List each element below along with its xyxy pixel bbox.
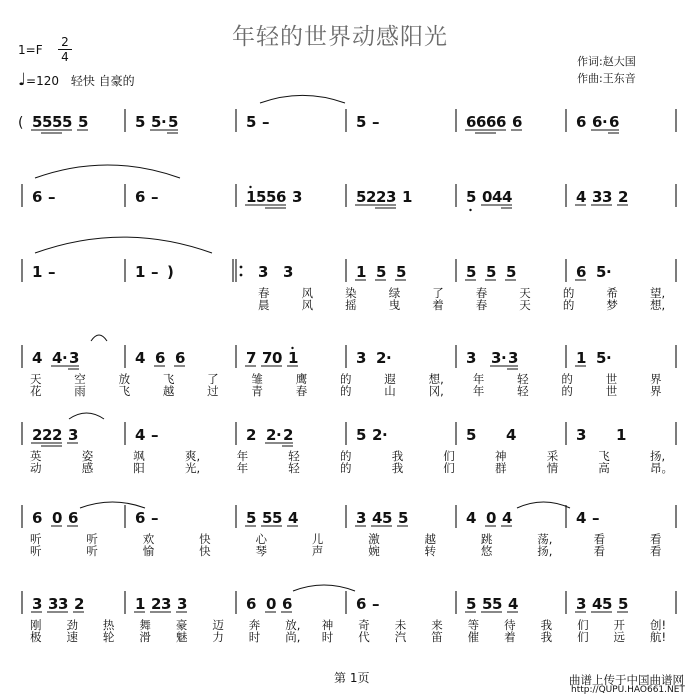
note-digit: 5 [596, 263, 607, 281]
octave-up-dot [291, 347, 293, 349]
note-digit: 2 [151, 595, 162, 613]
lyric-char: 阳 [133, 461, 145, 475]
lyric-char: 飒 [133, 449, 145, 463]
note-digit: 3 [58, 595, 69, 613]
lyric-char: 的 [561, 384, 573, 398]
repeat-dot [240, 274, 243, 277]
note-digit: 5 [135, 113, 146, 131]
repeat-dot [240, 266, 243, 269]
dot-mark: · [606, 349, 612, 367]
lyric-char: 世 [605, 384, 618, 398]
lyric-char: 们 [577, 630, 589, 644]
note-digit: 6 [496, 113, 507, 131]
note-digit: 5 [596, 349, 607, 367]
slur-arc [517, 502, 570, 508]
dot-mark: · [386, 349, 392, 367]
composer-credit: 作曲:王东音 [577, 72, 636, 85]
note-digit: 4 [502, 509, 513, 527]
note-digit: 5 [356, 113, 367, 131]
sustain-dash: – [151, 188, 159, 206]
sustain-dash: – [592, 509, 600, 527]
note-digit: 4 [135, 349, 146, 367]
lyric-char: 越 [162, 384, 175, 398]
lyric-char: 绿 [388, 286, 401, 300]
lyric-char: 轻 [288, 461, 300, 475]
lyric-char: 望, [650, 286, 666, 300]
dot-mark: · [602, 113, 608, 131]
lyric-char: 听 [86, 532, 98, 546]
note-digit: 5 [396, 263, 407, 281]
lyric-char: 时 [248, 630, 261, 644]
lyric-char: 界 [650, 372, 662, 386]
note-digit: 3 [508, 349, 519, 367]
lyric-char: 放, [285, 618, 301, 632]
slur-arc [260, 95, 345, 103]
lyric-char: 山 [384, 384, 396, 398]
lyric-char: 希 [606, 286, 618, 300]
note-digit: 6 [135, 509, 146, 527]
lyric-char: 爽, [185, 449, 201, 463]
lyric-char: 了 [432, 286, 444, 300]
lyric-char: 界 [650, 384, 662, 398]
slur-arc [35, 165, 180, 178]
note-digit: 2 [74, 595, 85, 613]
time-bottom: 4 [61, 50, 69, 64]
lyric-char: 着 [504, 630, 516, 644]
sustain-dash: – [372, 113, 380, 131]
lyric-char: 轻 [288, 449, 300, 463]
lyric-char: 力 [212, 630, 224, 644]
lyric-char: 跳 [480, 532, 493, 546]
lyric-char: 的 [340, 449, 352, 463]
note-digit: 7 [246, 349, 257, 367]
lyric-char: 感 [81, 461, 94, 475]
lyric-char: 青 [251, 384, 263, 398]
lyric-char: 放 [118, 372, 131, 386]
sustain-dash: – [151, 509, 159, 527]
note-digit: 3 [491, 349, 502, 367]
note-digit: 5 [618, 595, 629, 613]
lyric-char: 晨 [258, 298, 270, 312]
lyric-char: 们 [577, 618, 589, 632]
note-digit: 5 [246, 509, 257, 527]
lyric-char: 春 [475, 286, 488, 300]
lyric-char: 神 [495, 449, 507, 463]
note-digit: 6 [282, 595, 293, 613]
lyric-char: 轻 [517, 372, 529, 386]
note-digit: 4 [508, 595, 519, 613]
note-digit: 5 [151, 113, 162, 131]
note-digit: 6 [155, 349, 166, 367]
lyric-char: 代 [358, 630, 370, 644]
lyricist-credit: 作词:赵大国 [577, 55, 636, 68]
note-digit: 2 [266, 426, 277, 444]
lyric-char: 飞 [118, 384, 131, 398]
lyric-char: 来 [431, 618, 443, 632]
note-digit: 5 [466, 426, 477, 444]
note-digit: 3 [386, 188, 397, 206]
note-digit: 4 [506, 426, 517, 444]
note-digit: 6 [135, 188, 146, 206]
lyric-char: 看 [593, 544, 606, 558]
dot-mark: · [382, 426, 388, 444]
note-digit: 2 [366, 188, 377, 206]
note-digit: 7 [262, 349, 273, 367]
note-digit: 5 [78, 113, 89, 131]
note-digit: 6 [609, 113, 620, 131]
note-digit: 6 [576, 113, 587, 131]
lyric-char: 我 [540, 630, 553, 644]
note-digit: 4 [52, 349, 63, 367]
note-digit: 2 [42, 426, 53, 444]
lyric-char: 越 [424, 532, 436, 546]
note-digit: 0 [272, 349, 283, 367]
lyric-char: 我 [540, 618, 553, 632]
note-digit: 5 [52, 113, 63, 131]
lyric-char: 迈 [212, 618, 224, 632]
note-digit: 1 [135, 263, 146, 281]
note-digit: 3 [356, 509, 367, 527]
lyric-char: 冈, [428, 384, 444, 398]
lyric-char: 欢 [142, 532, 155, 546]
dot-mark: · [161, 113, 167, 131]
note-digit: 6 [576, 263, 587, 281]
octave-down-dot [469, 209, 471, 211]
note-digit: 5 [602, 595, 613, 613]
note-digit: 3 [592, 188, 603, 206]
note-digit: 5 [42, 113, 53, 131]
lyric-char: 婉 [368, 544, 380, 558]
note-digit: 2 [32, 426, 43, 444]
lyric-char: 听 [30, 544, 42, 558]
lyric-char: 摇 [345, 298, 357, 312]
dot-mark: · [276, 426, 282, 444]
note-digit: 6 [246, 595, 257, 613]
note-digit: 5 [246, 113, 257, 131]
lyric-char: 看 [593, 532, 606, 546]
note-digit: 5 [272, 509, 283, 527]
lyric-char: 春 [295, 384, 308, 398]
lyric-char: 高 [598, 461, 610, 475]
lyric-char: 愉 [142, 544, 155, 558]
note-digit: 1 [402, 188, 413, 206]
note-digit: 4 [466, 509, 477, 527]
octave-up-dot [249, 186, 251, 188]
note-digit: 5 [356, 426, 367, 444]
note-digit: 3 [177, 595, 188, 613]
lyric-char: 极 [30, 630, 42, 644]
lyric-char: 着 [432, 298, 444, 312]
lyric-char: 劲 [66, 618, 78, 632]
lyric-char: 看 [650, 532, 662, 546]
lyric-char: 航! [650, 630, 667, 644]
lyric-char: 待 [504, 618, 516, 632]
note-digit: 5 [492, 595, 503, 613]
opening-parenthesis: ( [18, 115, 24, 131]
lyric-char: 了 [207, 372, 219, 386]
note-digit: 3 [356, 349, 367, 367]
lyric-char: 梦 [606, 298, 618, 312]
note-digit: 2 [246, 426, 257, 444]
note-digit: 4 [502, 188, 513, 206]
note-digit: 6 [512, 113, 523, 131]
note-digit: 3 [576, 426, 587, 444]
lyric-char: 快 [199, 532, 211, 546]
lyric-char: 花 [30, 384, 42, 398]
lyric-char: 鹰 [295, 372, 308, 386]
lyric-char: 滑 [139, 630, 151, 644]
note-digit: 5 [466, 188, 477, 206]
note-digit: 3 [48, 595, 59, 613]
note-digit: 4 [288, 509, 299, 527]
note-digit: 5 [62, 113, 73, 131]
lyric-char: 春 [258, 286, 270, 300]
site-watermark: 曲谱上传于中国曲谱网 [569, 673, 684, 687]
lyric-char: 开 [613, 618, 625, 632]
note-digit: 5 [506, 263, 517, 281]
note-digit: 1 [616, 426, 627, 444]
lyric-char: 曳 [388, 298, 401, 312]
note-digit: 5 [486, 263, 497, 281]
lyric-char: 奔 [248, 618, 261, 632]
note-digit: 6 [32, 188, 43, 206]
slur-arc [91, 335, 107, 341]
page-number: 第 1页 [334, 671, 370, 685]
note-digit: 5 [32, 113, 43, 131]
note-digit: 4 [372, 509, 383, 527]
expression-text: 轻快 自豪的 [70, 74, 135, 88]
slur-arc [35, 237, 212, 253]
note-digit: 5 [266, 188, 277, 206]
note-digit: 4 [492, 188, 503, 206]
lyric-char: 动 [30, 461, 42, 475]
note-digit: 1 [288, 349, 299, 367]
lyric-char: 想, [428, 372, 444, 386]
note-digit: 1 [246, 188, 257, 206]
note-digit: 5 [466, 595, 477, 613]
lyric-char: 热 [102, 618, 115, 632]
lyric-char: 未 [394, 618, 407, 632]
note-digit: 5 [466, 263, 477, 281]
lyric-char: 转 [424, 544, 436, 558]
note-digit: 5 [482, 595, 493, 613]
lyric-char: 汽 [394, 630, 407, 644]
note-digit: 6 [32, 509, 43, 527]
note-digit: 3 [32, 595, 43, 613]
lyric-char: 声 [311, 544, 324, 558]
lyric-char: 天 [519, 286, 531, 300]
lyric-char: 的 [340, 372, 352, 386]
lyric-char: 年 [472, 384, 485, 398]
note-digit: 5 [256, 188, 267, 206]
note-digit: 1 [135, 595, 146, 613]
lyric-char: 飞 [162, 372, 175, 386]
site-url: http://QUPU.HAO661.NET [571, 685, 685, 695]
lyric-char: 空 [74, 372, 86, 386]
lyric-char: 过 [207, 384, 219, 398]
lyric-char: 情 [546, 461, 559, 475]
note-digit: 2 [52, 426, 63, 444]
note-digit: 0 [486, 509, 497, 527]
lyric-char: 等 [467, 618, 480, 632]
lyric-char: 的 [562, 298, 575, 312]
lyric-char: 儿 [311, 532, 324, 546]
note-digit: ) [167, 263, 174, 281]
note-digit: 3 [602, 188, 613, 206]
lyric-char: 扬, [537, 544, 553, 558]
sustain-dash: – [372, 595, 380, 613]
time-top: 2 [61, 35, 69, 49]
lyric-char: 世 [605, 372, 618, 386]
tempo-value: =120 [26, 74, 59, 88]
note-digit: 6 [486, 113, 497, 131]
lyric-char: 心 [255, 532, 267, 546]
note-digit: 6 [175, 349, 186, 367]
note-digit: 1 [576, 349, 587, 367]
lyric-char: 看 [650, 544, 662, 558]
lyric-char: 雏 [251, 372, 263, 386]
sustain-dash: – [151, 263, 159, 281]
note-digit: 4 [32, 349, 43, 367]
lyric-char: 们 [443, 449, 455, 463]
lyric-char: 激 [368, 532, 380, 546]
slur-arc [69, 413, 104, 419]
lyric-char: 飞 [598, 449, 610, 463]
lyric-char: 雨 [74, 384, 86, 398]
lyric-char: 听 [86, 544, 98, 558]
note-digit: 2 [376, 188, 387, 206]
note-digit: 5 [262, 509, 273, 527]
sustain-dash: – [262, 113, 270, 131]
note-digit: 1 [32, 263, 43, 281]
lyric-char: 风 [301, 286, 314, 300]
lyric-char: 舞 [139, 618, 151, 632]
lyric-char: 风 [301, 298, 314, 312]
lyric-char: 天 [519, 298, 531, 312]
note-digit: 2 [618, 188, 629, 206]
lyric-char: 光, [185, 461, 201, 475]
note-digit: 0 [52, 509, 63, 527]
lyric-char: 天 [30, 372, 42, 386]
lyric-char: 创! [650, 618, 667, 632]
lyric-char: 英 [30, 449, 42, 463]
note-digit: 4 [135, 426, 146, 444]
lyric-char: 染 [345, 286, 357, 300]
note-digit: 4 [576, 188, 587, 206]
lyric-char: 速 [66, 630, 78, 644]
slur-arc [293, 585, 355, 591]
lyric-char: 我 [391, 449, 404, 463]
note-digit: 4 [576, 509, 587, 527]
note-digit: 3 [283, 263, 294, 281]
note-digit: 2 [376, 349, 387, 367]
lyric-char: 奇 [358, 618, 370, 632]
quarter-note-icon: ♩ [18, 70, 27, 90]
lyric-char: 时 [321, 630, 334, 644]
sustain-dash: – [48, 263, 56, 281]
note-digit: 6 [356, 595, 367, 613]
dot-mark: · [606, 263, 612, 281]
lyric-char: 年 [472, 372, 485, 386]
lyric-char: 的 [561, 372, 573, 386]
lyric-char: 魅 [175, 630, 188, 644]
lyric-char: 们 [443, 461, 455, 475]
lyric-char: 春 [475, 298, 488, 312]
note-digit: 6 [476, 113, 487, 131]
lyric-char: 采 [546, 449, 559, 463]
note-digit: 3 [576, 595, 587, 613]
lyric-char: 琴 [255, 544, 267, 558]
lyric-char: 轻 [517, 384, 529, 398]
note-digit: 3 [69, 349, 80, 367]
lyric-char: 我 [391, 461, 404, 475]
note-digit: 5 [382, 509, 393, 527]
page-title: 年轻的世界动感阳光 [232, 24, 448, 50]
note-digit: 6 [466, 113, 477, 131]
lyric-char: 群 [495, 461, 507, 475]
note-digit: 2 [372, 426, 383, 444]
note-digit: 5 [168, 113, 179, 131]
lyric-char: 年 [236, 449, 249, 463]
lyric-char: 神 [321, 618, 334, 632]
lyric-char: 笛 [431, 630, 443, 644]
lyric-char: 尚, [285, 630, 301, 644]
lyric-char: 的 [340, 384, 352, 398]
lyric-char: 豪 [175, 618, 188, 632]
note-digit: 6 [276, 188, 287, 206]
lyric-char: 想, [650, 298, 666, 312]
note-digit: 5 [356, 188, 367, 206]
note-digit: 6 [592, 113, 603, 131]
lyric-char: 年 [236, 461, 249, 475]
lyric-char: 遐 [384, 372, 396, 386]
key-label: 1=F [18, 43, 43, 57]
note-digit: 0 [266, 595, 277, 613]
note-digit: 3 [68, 426, 79, 444]
lyric-char: 昂。 [650, 461, 673, 475]
note-digit: 1 [356, 263, 367, 281]
lyric-char: 催 [467, 630, 480, 644]
note-digit: 5 [376, 263, 387, 281]
note-digit: 6 [68, 509, 79, 527]
lyric-char: 荡, [537, 532, 553, 546]
sustain-dash: – [151, 426, 159, 444]
lyric-char: 刚 [30, 618, 42, 632]
lyric-char: 远 [613, 630, 625, 644]
lyric-char: 轮 [102, 630, 115, 644]
dot-mark: · [501, 349, 507, 367]
note-digit: 0 [482, 188, 493, 206]
lyric-char: 悠 [480, 544, 493, 558]
lyric-char: 扬, [650, 449, 666, 463]
lyric-char: 姿 [81, 449, 94, 463]
note-digit: 3 [292, 188, 303, 206]
note-digit: 4 [592, 595, 603, 613]
note-digit: 5 [398, 509, 409, 527]
dot-mark: · [62, 349, 68, 367]
lyric-char: 的 [562, 286, 575, 300]
sustain-dash: – [48, 188, 56, 206]
lyric-char: 快 [199, 544, 211, 558]
lyric-char: 的 [340, 461, 352, 475]
note-digit: 3 [161, 595, 172, 613]
lyric-char: 听 [30, 532, 42, 546]
slur-arc [80, 502, 145, 508]
note-digit: 3 [258, 263, 269, 281]
note-digit: 2 [283, 426, 294, 444]
note-digit: 3 [466, 349, 477, 367]
